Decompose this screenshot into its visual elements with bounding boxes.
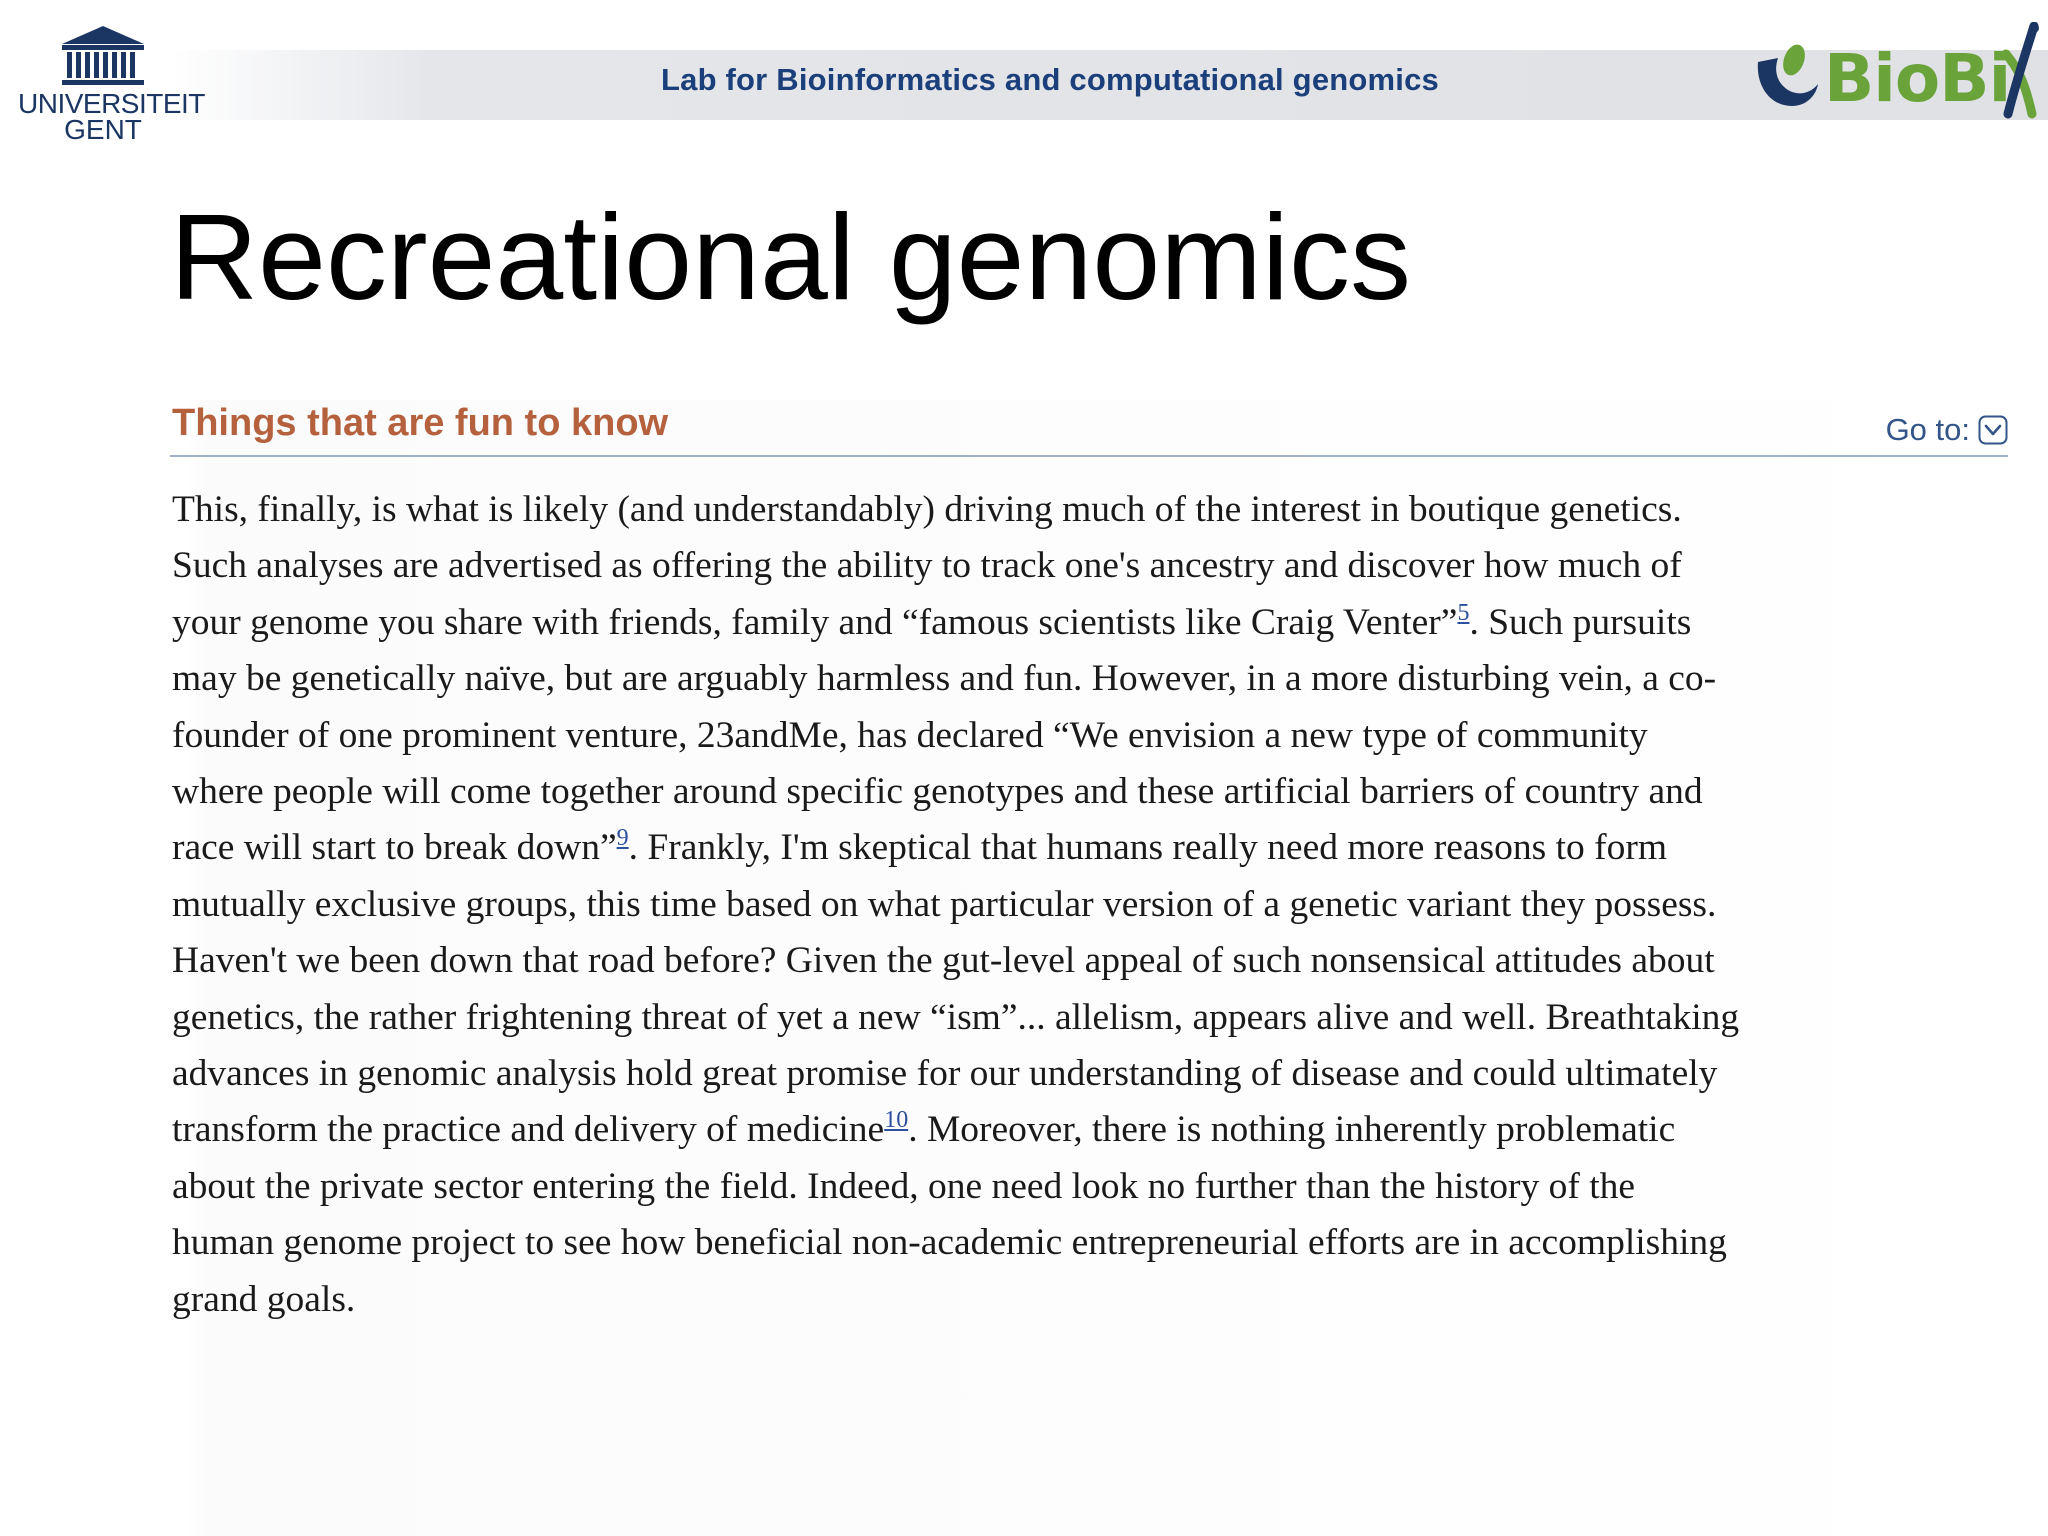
reference-link-5[interactable]: 5 bbox=[1457, 599, 1470, 626]
body-line bbox=[172, 820, 2004, 876]
body-line: may be genetically naïve, but are arguably harmless and fun. However, in a more disturbing vein, a co- bbox=[172, 658, 1717, 700]
body-line: human genome project to see how beneficial non-academic entrepreneurial efforts are in accomplishing bbox=[172, 1222, 1727, 1264]
body-line-text: . Frankly, I'm skeptical that humans really need more reasons to form bbox=[628, 827, 1668, 869]
reference-link-10[interactable]: 10 bbox=[884, 1107, 909, 1134]
body-line-text: race will start to break down” bbox=[172, 827, 617, 869]
body-line: This, finally, is what is likely (and understandably) driving much of the interest in boutique genetics. bbox=[172, 489, 1682, 530]
body-line: grand goals. bbox=[172, 1278, 356, 1320]
body-line-text: your genome you share with friends, family and “famous scientists like Craig Venter” bbox=[172, 601, 1458, 643]
article-body bbox=[172, 482, 2004, 1328]
body-line-text: . Moreover, there is nothing inherently problematic bbox=[908, 1109, 1676, 1151]
chevron-down-icon[interactable] bbox=[1978, 415, 2008, 445]
body-line-text: transform the practice and delivery of medicine bbox=[172, 1109, 885, 1151]
goto-label: Go to: bbox=[1885, 412, 1970, 447]
university-name-line1: UNIVERSITEIT bbox=[18, 88, 205, 119]
body-line: about the private sector entering the field. Indeed, one need look no further than the history of the bbox=[172, 1165, 1636, 1207]
lab-title: Lab for Bioinformatics and computational genomics bbox=[661, 62, 1439, 97]
body-line: where people will come together around specific genotypes and these artificial barriers of country and bbox=[172, 771, 1703, 813]
article-panel bbox=[170, 400, 2008, 1536]
goto-menu[interactable] bbox=[1886, 412, 2008, 448]
body-line bbox=[172, 1102, 2004, 1158]
biobix-logo bbox=[1742, 22, 2042, 122]
body-line bbox=[172, 595, 2004, 651]
biobix-swirl-icon bbox=[1748, 34, 1828, 124]
body-line: advances in genomic analysis hold great promise for our understanding of disease and could ultimately bbox=[172, 1053, 1718, 1095]
body-line: genetics, the rather frightening threat of yet a new “ism”... allelism, appears alive and well. Breathtaking bbox=[172, 996, 1740, 1038]
reference-link-9[interactable]: 9 bbox=[616, 825, 629, 852]
slide-title: Recreational genomics bbox=[170, 189, 1411, 325]
body-line: Haven't we been down that road before? Given the gut-level appeal of such nonsensical attitudes about bbox=[172, 940, 1715, 982]
body-line: Such analyses are advertised as offering the ability to track one's ancestry and discover how much of bbox=[172, 545, 1682, 587]
body-line: founder of one prominent venture, 23andMe, has declared “We envision a new type of community bbox=[172, 714, 1648, 756]
section-divider bbox=[170, 455, 2008, 457]
university-name-line2: GENT bbox=[64, 114, 142, 145]
biobix-x-icon bbox=[2000, 22, 2040, 122]
body-line-text: . Such pursuits bbox=[1469, 601, 1692, 643]
body-line: mutually exclusive groups, this time based on what particular version of a genetic variant they possess. bbox=[172, 883, 1717, 925]
section-heading: Things that are fun to know bbox=[172, 402, 669, 444]
biobix-wordmark: BioBi bbox=[1824, 40, 2011, 117]
